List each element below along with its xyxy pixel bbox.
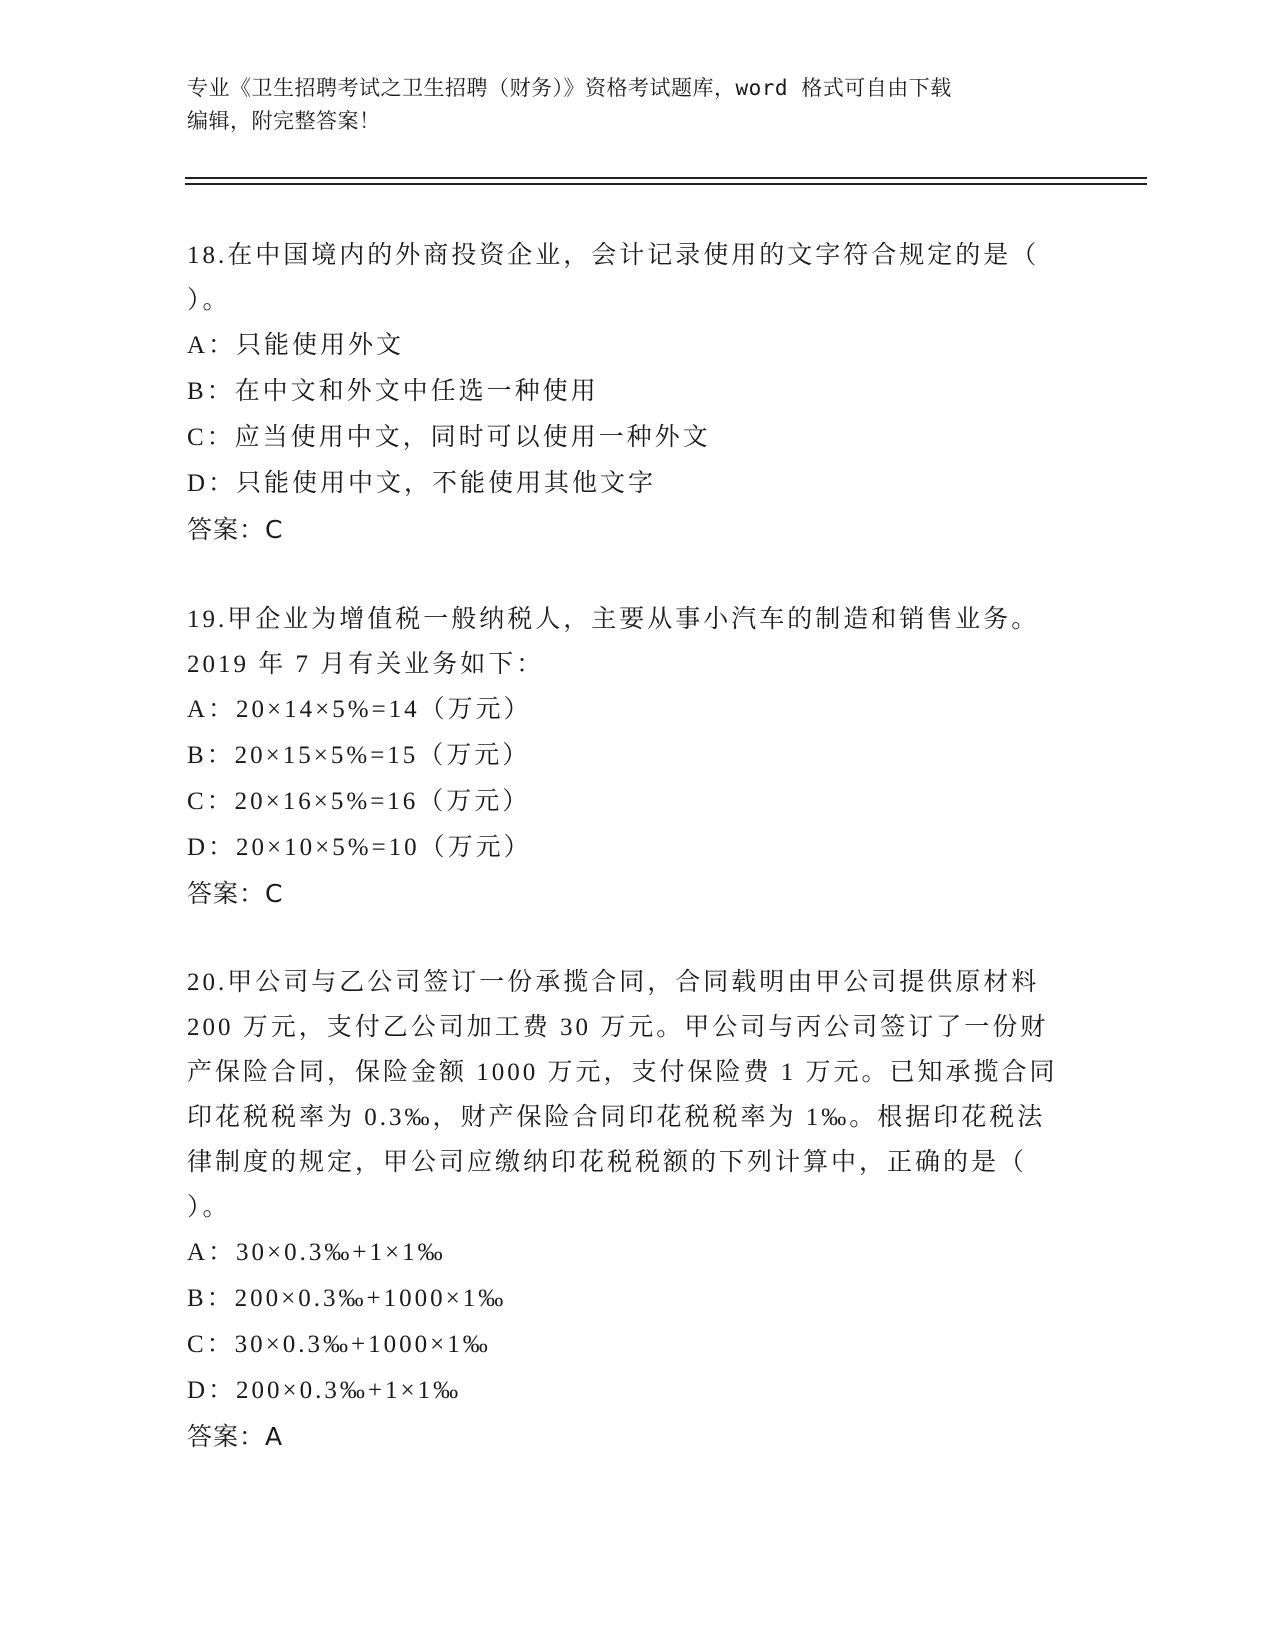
stem-line: 19.甲企业为增值税一般纳税人，主要从事小汽车的制造和销售业务。 (187, 606, 1040, 633)
question-stem (187, 597, 1077, 687)
stem-line: 产保险合同，保险金额 1000 万元，支付保险费 1 万元。已知承揽合同 (187, 1059, 1058, 1086)
option-c: C：30×0.3‰+1000×1‰ (187, 1331, 491, 1358)
stem-line: 20.甲公司与乙公司签订一份承揽合同，合同载明由甲公司提供原材料 (187, 969, 1040, 996)
header-divider-top (185, 177, 1147, 179)
answer: 答案：A (187, 1422, 284, 1451)
option-b: B：在中文和外文中任选一种使用 (187, 378, 599, 405)
answer: 答案：C (187, 515, 284, 544)
question-stem (187, 960, 1077, 1230)
header-line-1: 专业《卫生招聘考试之卫生招聘（财务）》资格考试题库，word 格式可自由下载 (187, 76, 952, 100)
stem-line: ）。 (187, 287, 231, 314)
answer: 答案：C (187, 879, 284, 908)
stem-line: 18.在中国境内的外商投资企业，会计记录使用的文字符合规定的是（ (187, 242, 1040, 269)
stem-line: 2019 年 7 月有关业务如下： (187, 651, 545, 678)
question-19 (187, 597, 1077, 917)
stem-line: ）。 (187, 1194, 231, 1221)
option-c: C：应当使用中文，同时可以使用一种外文 (187, 424, 711, 451)
header-divider-bottom (185, 183, 1147, 185)
question-18 (187, 233, 1077, 553)
question-20 (187, 960, 1077, 1460)
option-a: A：20×14×5%=14（万元） (187, 696, 532, 723)
document-header (187, 72, 1087, 138)
option-a: A：30×0.3‰+1×1‰ (187, 1239, 446, 1266)
stem-line: 印花税税率为 0.3‰，财产保险合同印花税税率为 1‰。根据印花税法 (187, 1104, 1046, 1131)
stem-line: 200 万元，支付乙公司加工费 30 万元。甲公司与丙公司签订了一份财 (187, 1014, 1049, 1041)
stem-line: 律制度的规定，甲公司应缴纳印花税税额的下列计算中，正确的是（ (187, 1149, 1028, 1176)
question-stem (187, 233, 1077, 323)
option-b: B：200×0.3‰+1000×1‰ (187, 1285, 507, 1312)
option-c: C：20×16×5%=16（万元） (187, 788, 531, 815)
option-a: A：只能使用外文 (187, 332, 405, 359)
header-line-2: 编辑，附完整答案！ (187, 109, 381, 133)
option-d: D：200×0.3‰+1×1‰ (187, 1377, 462, 1404)
option-d: D：只能使用中文，不能使用其他文字 (187, 470, 657, 497)
option-b: B：20×15×5%=15（万元） (187, 742, 531, 769)
option-d: D：20×10×5%=10（万元） (187, 834, 532, 861)
